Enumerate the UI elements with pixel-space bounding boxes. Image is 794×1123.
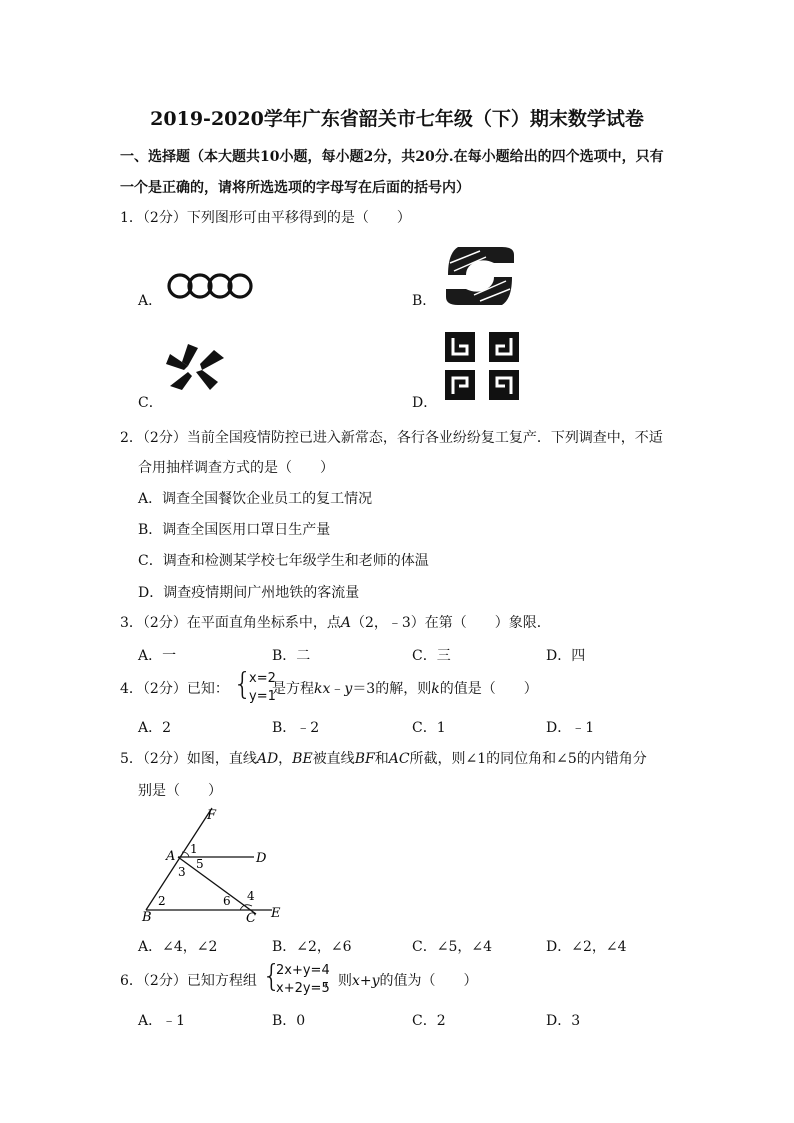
q3-option-a: A．一 bbox=[138, 648, 177, 664]
q6-stem-prefix: 6．（2分）已知方程组 bbox=[120, 973, 257, 989]
q6-stem-rest: ，则x+y的值为（ ） bbox=[324, 973, 478, 989]
angle-1: 1 bbox=[190, 842, 198, 856]
angle-2: 2 bbox=[158, 894, 166, 908]
q6-option-b: B．0 bbox=[272, 1013, 306, 1029]
label-E: E bbox=[271, 906, 281, 921]
q3-option-b: B．二 bbox=[272, 648, 311, 664]
q4-stem-prefix: 4．（2分）已知： bbox=[120, 681, 229, 697]
q4-option-b: B．﹣2 bbox=[272, 720, 320, 736]
label-B: B bbox=[142, 910, 152, 925]
label-D: D bbox=[256, 851, 267, 866]
q2-option-b: B．调查全国医用口罩日生产量 bbox=[138, 522, 331, 538]
q6-brace: { bbox=[262, 959, 282, 994]
q6-option-c: C．2 bbox=[412, 1013, 446, 1029]
q4-option-d: D．﹣1 bbox=[546, 720, 595, 736]
q5-option-d: D．∠2，∠4 bbox=[546, 939, 627, 955]
angle-6: 6 bbox=[223, 894, 231, 908]
q5-option-a: A．∠4，∠2 bbox=[138, 939, 218, 955]
label-A: A bbox=[166, 849, 176, 864]
q3-stem: 3．（2分）在平面直角坐标系中，点A（2，﹣3）在第（ ）象限． bbox=[120, 615, 551, 631]
q3-option-d: D．四 bbox=[546, 648, 586, 664]
q6-system: 2x+y=4 x+2y=5 bbox=[276, 963, 330, 996]
q2-stem-line2: 合用抽样调查方式的是（ ） bbox=[138, 460, 334, 476]
q4-brace: { bbox=[233, 667, 253, 702]
q2-stem-line1: 2．（2分）当前全国疫情防控已进入新常态，各行各业纷纷复工复产．下列调查中，不适 bbox=[120, 430, 663, 446]
q1-stem: 1．（2分）下列图形可由平移得到的是（ ） bbox=[120, 210, 411, 226]
angle-4: 4 bbox=[247, 889, 255, 903]
q1-option-a-label: A． bbox=[138, 293, 163, 309]
q3-option-c: C．三 bbox=[412, 648, 451, 664]
q5-option-c: C．∠5，∠4 bbox=[412, 939, 492, 955]
q5-stem-line1: 5．（2分）如图，直线AD，BE被直线BF和AC所截，则∠1的同位角和∠5的内错角分 bbox=[120, 751, 647, 767]
q5-stem-line2: 别是（ ） bbox=[138, 783, 222, 799]
q5-option-b: B．∠2，∠6 bbox=[272, 939, 352, 955]
q4-system: x=2 y=1 bbox=[249, 671, 276, 704]
q2-option-a: A．调查全国餐饮企业员工的复工情况 bbox=[138, 491, 373, 507]
label-C: C bbox=[246, 911, 256, 926]
q6-option-a: A．﹣1 bbox=[138, 1013, 186, 1029]
q4-option-c: C．1 bbox=[412, 720, 446, 736]
q1-option-d-label: D． bbox=[412, 395, 438, 411]
section-heading-line1: 一、选择题（本大题共10小题，每小题2分，共20分.在每小题给出的四个选项中，只有 bbox=[120, 149, 664, 165]
label-F: F bbox=[207, 808, 217, 823]
q4-option-a: A．2 bbox=[138, 720, 172, 736]
q6-option-d: D．3 bbox=[546, 1013, 581, 1029]
q4-stem-rest: 是方程kx﹣y＝3的解，则k的值是（ ） bbox=[272, 681, 538, 697]
section-heading-line2: 一个是正确的，请将所选选项的字母写在后面的括号内） bbox=[120, 180, 470, 196]
q1-option-c-label: C． bbox=[138, 395, 163, 411]
page-title: 2019-2020学年广东省韶关市七年级（下）期末数学试卷 bbox=[150, 108, 644, 130]
q2-option-c: C．调查和检测某学校七年级学生和老师的体温 bbox=[138, 553, 429, 569]
q2-option-d: D．调查疫情期间广州地铁的客流量 bbox=[138, 585, 360, 601]
angle-5: 5 bbox=[196, 857, 204, 871]
q1-option-b-label: B． bbox=[412, 293, 437, 309]
angle-3: 3 bbox=[178, 865, 186, 879]
